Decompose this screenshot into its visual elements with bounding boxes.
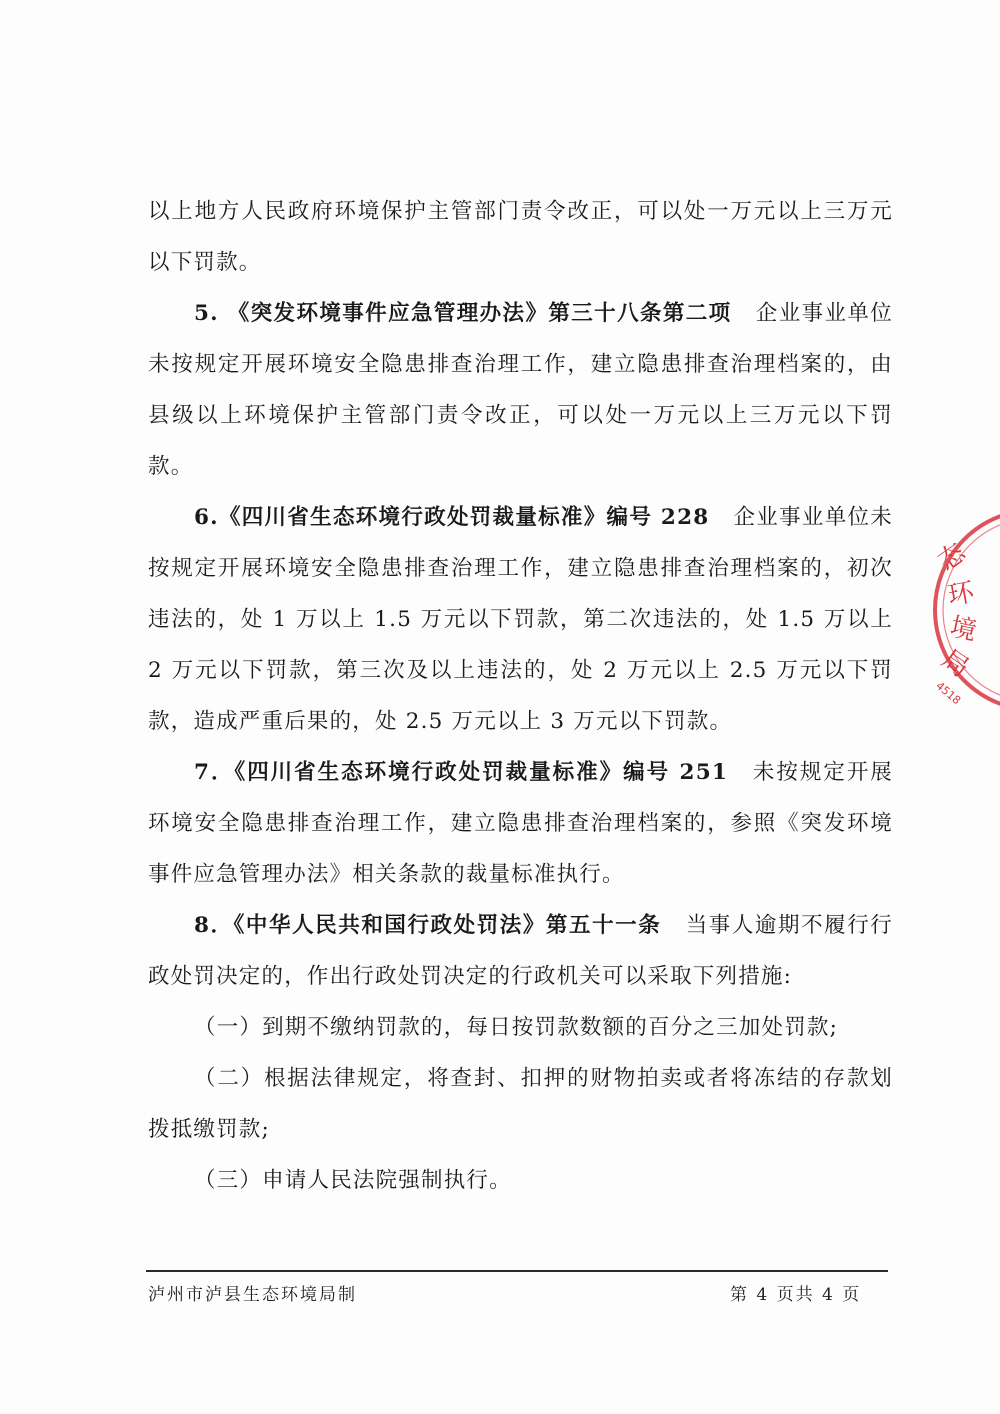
- paragraph-text: 以上地方人民政府环境保护主管部门责令改正，可以处一万元以上三万元以下罚款。: [148, 199, 893, 275]
- paragraph-heading: 5. 《突发环境事件应急管理办法》第三十八条第二项: [194, 301, 732, 326]
- paragraph-heading: 8．《中华人民共和国行政处罚法》第五十一条: [194, 913, 662, 938]
- paragraph-continuation: [148, 186, 893, 288]
- seal-number: 4518: [933, 679, 964, 708]
- paragraph-article-5: [148, 288, 893, 492]
- paragraph-text: 当事人逾期不履行行政处罚决定的，作出行政处罚决定的行政机关可以采取下列措施:: [148, 913, 893, 989]
- paragraph-text: 企业事业单位未按规定开展环境安全隐患排查治理工作，建立隐患排查治理档案的，初次违法的，处 1 万以上 1.5 万元以下罚款，第二次违法的，处 1.5 万以上 2 万元以下罚款，第三次及以上违法的，处 2 万元以上 2.5 万元以下罚款，造成严重后果的，处 2.5 万元以上 3 万元以下罚款。: [148, 505, 894, 734]
- paragraph-article-7: [148, 747, 893, 900]
- paragraph-item-1: [148, 1002, 893, 1053]
- document-body: [148, 186, 893, 1206]
- paragraph-text: （一）到期不缴纳罚款的，每日按罚款数额的百分之三加处罚款;: [194, 1015, 839, 1040]
- seal-char-4: 局: [935, 644, 975, 684]
- paragraph-item-2: [148, 1053, 893, 1155]
- paragraph-heading: 7．《四川省生态环境行政处罚裁量标准》编号 251: [194, 760, 729, 785]
- footer-page-number: 第 4 页共 4 页: [730, 1285, 862, 1305]
- paragraph-article-8: [148, 900, 893, 1002]
- seal-ring: [932, 510, 1000, 710]
- paragraph-item-3: [148, 1155, 893, 1206]
- paragraph-article-6: [148, 492, 893, 747]
- footer-issuer: 泸州市泸县生态环境局制: [148, 1285, 357, 1305]
- paragraph-text: 未按规定开展环境安全隐患排查治理工作，建立隐患排查治理档案的，参照《突发环境事件应急管理办法》相关条款的裁量标准执行。: [148, 760, 894, 887]
- official-seal-stamp: [930, 505, 1000, 715]
- paragraph-heading: 6.《四川省生态环境行政处罚裁量标准》编号 228: [194, 505, 710, 530]
- footer-rule: [146, 1270, 888, 1272]
- seal-char-1: 态: [932, 537, 972, 578]
- paragraph-text: 企业事业单位未按规定开展环境安全隐患排查治理工作，建立隐患排查治理档案的，由县级以上环境保护主管部门责令改正，可以处一万元以上三万元以下罚款。: [148, 301, 894, 479]
- seal-char-2: 环: [945, 577, 977, 612]
- paragraph-text: （三）申请人民法院强制执行。: [194, 1168, 512, 1193]
- paragraph-text: （二）根据法律规定，将查封、扣押的财物拍卖或者将冻结的存款划拨抵缴罚款;: [148, 1066, 893, 1142]
- seal-char-3: 境: [947, 612, 979, 648]
